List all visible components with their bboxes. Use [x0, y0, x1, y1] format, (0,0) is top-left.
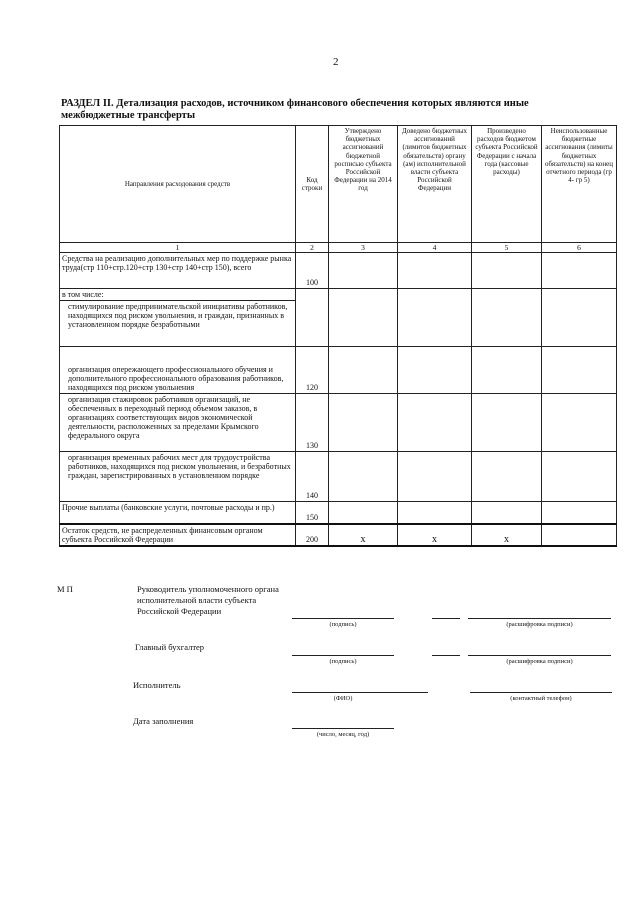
- expense-table: [59, 125, 617, 547]
- header-approved: Утверждено бюджетных ассигнований бюджетной росписью субъекта Российской Федерации на 2014 год: [329, 126, 398, 243]
- row-label: Прочие выплаты (банковские услуги, почтовые расходы и пр.): [60, 502, 296, 524]
- row-label: в том числе:: [60, 289, 296, 301]
- signature-line: [468, 618, 611, 619]
- executor-label: Исполнитель: [133, 680, 181, 690]
- cell-approved: [329, 502, 398, 524]
- cell-allocated: [398, 394, 472, 452]
- row-label: стимулирование предпринимательской инициативы работников, находящихся под риском увольнения, и граждан, признанных в установленном порядке безработными: [60, 301, 296, 347]
- row-label: Остаток средств, не распределенных финансовым органом субъекта Российской Федерации: [60, 524, 296, 546]
- stamp-place: М П: [57, 584, 73, 594]
- row-label: Средства на реализацию дополнительных мер по поддержке рынка труда(стр 110+стр.120+стр 130+стр 140+стр 150), всего: [60, 253, 296, 289]
- cell-spent: [472, 394, 542, 452]
- caption-phone: (контактный телефон): [510, 695, 572, 702]
- caption-signature: (подпись): [329, 621, 357, 628]
- signature-line: [432, 618, 460, 619]
- column-number: 6: [542, 243, 617, 253]
- cell-spent: х: [472, 524, 542, 546]
- head-title: Руководитель уполномоченного органа исполнительной власти субъекта Российской Федерации: [137, 584, 279, 616]
- cell-spent: [472, 253, 542, 289]
- caption-signature: (подпись): [329, 658, 357, 665]
- row-code: 130: [296, 394, 329, 452]
- cell-allocated: [398, 502, 472, 524]
- cell-allocated: [398, 253, 472, 289]
- table-header-row: [60, 126, 617, 243]
- row-label: организация опережающего профессионального обучения и дополнительного профессионального образования работников, находящихся под риском увольнения: [60, 347, 296, 394]
- caption-fio: (ФИО): [333, 695, 353, 702]
- cell-spent: [472, 502, 542, 524]
- column-number-row: [60, 243, 617, 253]
- page-number: 2: [333, 56, 339, 68]
- cell-approved: [329, 394, 398, 452]
- cell-approved: [329, 347, 398, 394]
- cell-unused: [542, 289, 617, 347]
- row-code: 140: [296, 452, 329, 502]
- column-number: 1: [60, 243, 296, 253]
- table-row: [60, 452, 617, 502]
- cell-approved: [329, 253, 398, 289]
- column-number: 2: [296, 243, 329, 253]
- caption-decode: (расшифровка подписи): [506, 621, 573, 628]
- row-code: 150: [296, 502, 329, 524]
- table-row: [60, 524, 617, 546]
- header-spent: Произведено расходов бюджетом субъекта Российской Федерации с начала года (кассовые расходы): [472, 126, 542, 243]
- table-row: [60, 502, 617, 524]
- header-allocated: Доведено бюджетных ассигнований (лимитов бюджетных обязательств) органу (ам) исполнительной власти субъекта Российской Федерации: [398, 126, 472, 243]
- signature-line: [292, 728, 394, 729]
- row-code: [296, 289, 329, 347]
- row-code: 200: [296, 524, 329, 546]
- cell-approved: [329, 289, 398, 347]
- cell-allocated: х: [398, 524, 472, 546]
- row-label: организация стажировок работников организаций, не обеспеченных в переходный период объемом заказов, в организациях соответствующих видов экономической деятельности, расположенных за пределами Крымского федерального округа: [60, 394, 296, 452]
- cell-allocated: [398, 289, 472, 347]
- signature-line: [292, 692, 428, 693]
- table-row: [60, 394, 617, 452]
- column-number: 3: [329, 243, 398, 253]
- row-code: 120: [296, 347, 329, 394]
- header-directions: Направления расходования средств: [60, 126, 296, 243]
- cell-unused: [542, 394, 617, 452]
- signature-line: [292, 655, 394, 656]
- header-code: Код строки: [296, 126, 329, 243]
- column-number: 5: [472, 243, 542, 253]
- cell-spent: [472, 452, 542, 502]
- caption-decode: (расшифровка подписи): [506, 658, 573, 665]
- section-title: РАЗДЕЛ II. Детализация расходов, источником финансового обеспечения которых являются иные межбюджетные трансферты: [61, 98, 529, 121]
- cell-unused: [542, 502, 617, 524]
- cell-unused: [542, 452, 617, 502]
- signature-line: [470, 692, 612, 693]
- table-row: [60, 253, 617, 289]
- column-number: 4: [398, 243, 472, 253]
- cell-allocated: [398, 452, 472, 502]
- cell-approved: [329, 452, 398, 502]
- cell-spent: [472, 347, 542, 394]
- cell-unused: [542, 253, 617, 289]
- row-label: организация временных рабочих мест для трудоустройства работников, находящихся под риском увольнения, и безработных граждан, зарегистрированных в установленном порядке: [60, 452, 296, 502]
- caption-date: (число, месяц, год): [316, 731, 370, 738]
- header-unused: Неиспользованные бюджетные ассигнования (лимиты бюджетных обязательств) на конец отчетного периода (гр 4- гр 5): [542, 126, 617, 243]
- table-row: [60, 347, 617, 394]
- cell-approved: х: [329, 524, 398, 546]
- cell-spent: [472, 289, 542, 347]
- table-row: [60, 289, 617, 301]
- signature-line: [432, 655, 460, 656]
- signature-line: [468, 655, 611, 656]
- cell-unused: [542, 347, 617, 394]
- row-code: 100: [296, 253, 329, 289]
- signature-line: [292, 618, 394, 619]
- cell-allocated: [398, 347, 472, 394]
- cell-unused: [542, 524, 617, 546]
- chief-accountant-label: Главный бухгалтер: [135, 642, 205, 652]
- fill-date-label: Дата заполнения: [133, 716, 194, 726]
